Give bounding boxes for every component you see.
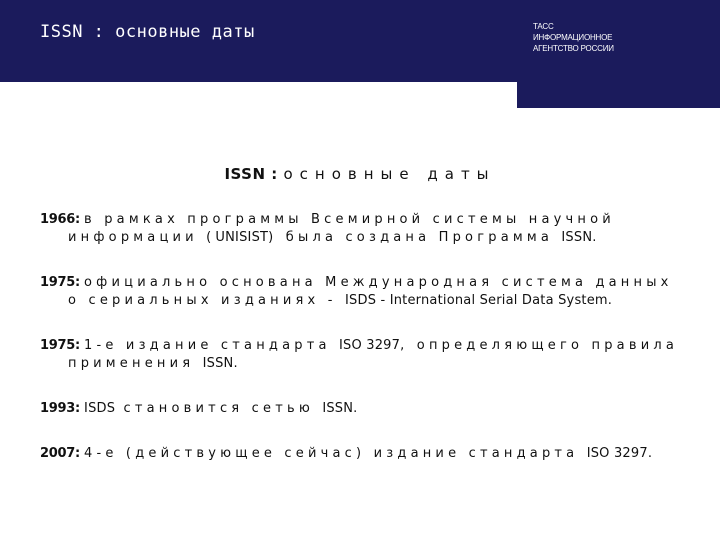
entry-year: 1993: <box>40 401 80 416</box>
entry-text: 4-е (действующее сейчас) издание стандарта ISO 3297. <box>84 446 653 461</box>
logo-line-1: ТАСС <box>533 22 554 31</box>
entry-year: 1975: <box>40 275 80 290</box>
content-heading-main: основные даты <box>283 165 496 183</box>
date-entry-1993 <box>40 400 680 418</box>
entry-year: 2007: <box>40 446 80 461</box>
date-entry-1966 <box>40 211 680 247</box>
page-title: ISSN : основные даты <box>40 22 255 42</box>
date-entry-1975-isds <box>40 274 680 310</box>
agency-logo <box>517 0 720 108</box>
logo-line-3: АГЕНТСТВО РОССИИ <box>533 44 614 53</box>
content-heading-prefix: ISSN : <box>224 165 278 183</box>
date-entry-1975-iso <box>40 337 680 373</box>
content-heading <box>0 165 720 183</box>
entry-text: ISDS становится сетью ISSN. <box>84 401 358 416</box>
date-entry-2007 <box>40 445 680 463</box>
entry-text: официально основана Международная система данных о сериальных изданиях - ISDS - International Serial Data System. <box>68 275 673 308</box>
entry-year: 1966: <box>40 212 80 227</box>
agency-logo-text <box>533 21 614 54</box>
dates-list <box>40 211 680 490</box>
entry-text: 1-е издание стандарта ISO 3297, определяющего правила применения ISSN. <box>68 338 679 371</box>
logo-line-2: ИНФОРМАЦИОННОЕ <box>533 33 613 42</box>
entry-year: 1975: <box>40 338 80 353</box>
entry-text: в рамках программы Всемирной системы научной информации (UNISIST) была создана Программа ISSN. <box>68 212 615 245</box>
